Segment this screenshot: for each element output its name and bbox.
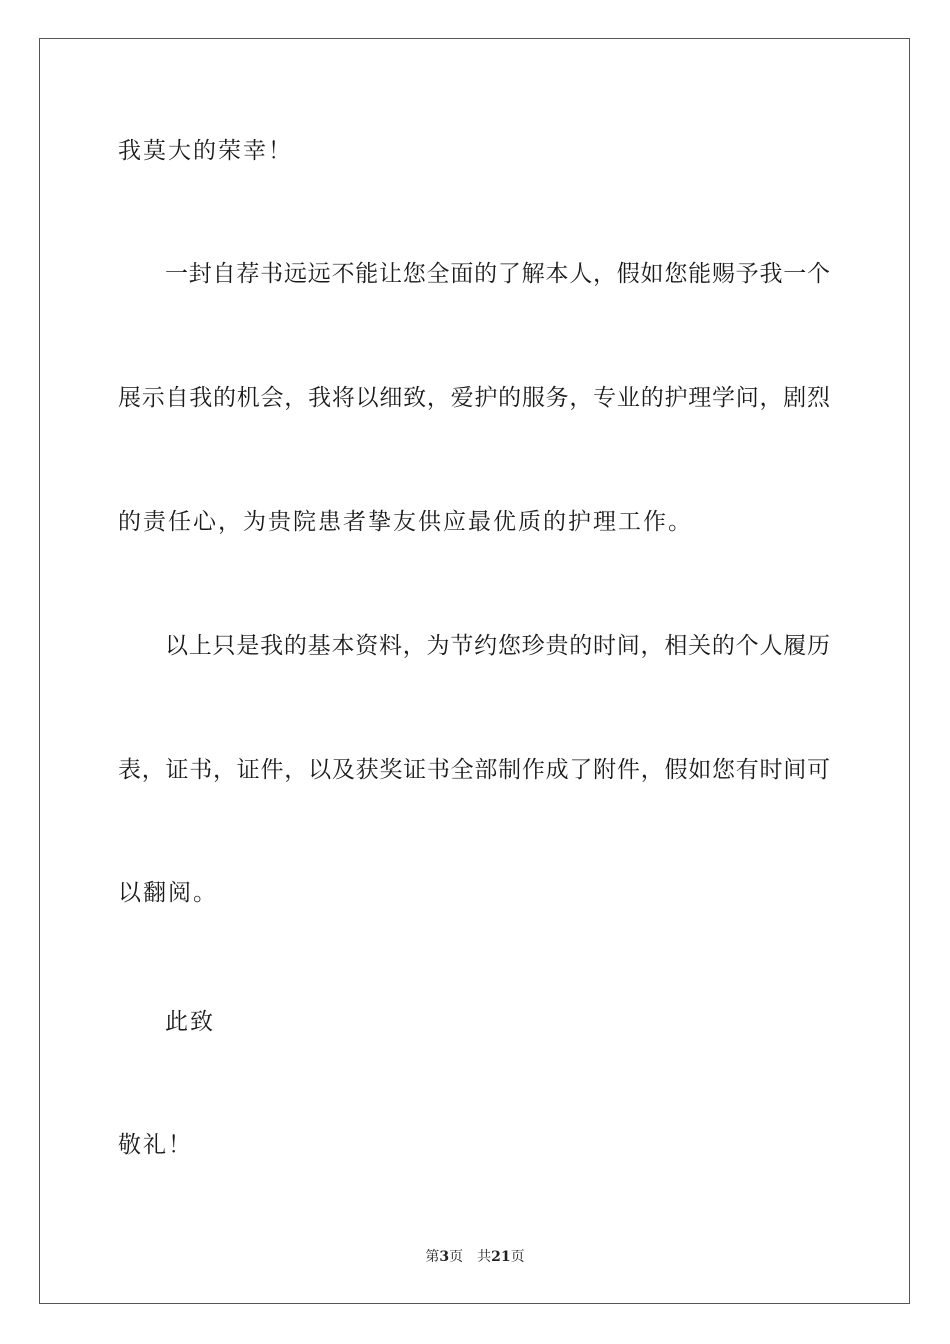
closing-salutation: 此致 xyxy=(165,1009,215,1035)
footer-page-number: 3 xyxy=(439,1249,450,1265)
text-line-3: 展示自我的机会，我将以细致，爱护的服务，专业的护理学问，剧烈 xyxy=(118,385,830,411)
text-line-6: 表，证书，证件，以及获奖证书全部制作成了附件，假如您有时间可 xyxy=(118,757,830,783)
text-line-4: 的责任心，为贵院患者挚友供应最优质的护理工作。 xyxy=(118,509,693,535)
text-line-1: 我莫大的荣幸！ xyxy=(118,138,293,164)
page-border xyxy=(39,38,910,1304)
text-line-2: 一封自荐书远远不能让您全面的了解本人，假如您能赐予我一个 xyxy=(165,261,830,287)
footer-total-pages: 21 xyxy=(491,1249,511,1265)
closing-regards: 敬礼！ xyxy=(118,1132,193,1158)
text-line-5: 以上只是我的基本资料，为节约您珍贵的时间，相关的个人履历 xyxy=(165,633,830,659)
footer-page-suffix: 页 xyxy=(449,1249,464,1265)
footer-total-suffix: 页 xyxy=(510,1249,525,1265)
text-line-7: 以翻阅。 xyxy=(118,880,218,906)
page-footer xyxy=(0,1247,950,1267)
footer-page-prefix: 第 xyxy=(425,1249,440,1265)
footer-total-prefix: 共 xyxy=(477,1249,492,1265)
